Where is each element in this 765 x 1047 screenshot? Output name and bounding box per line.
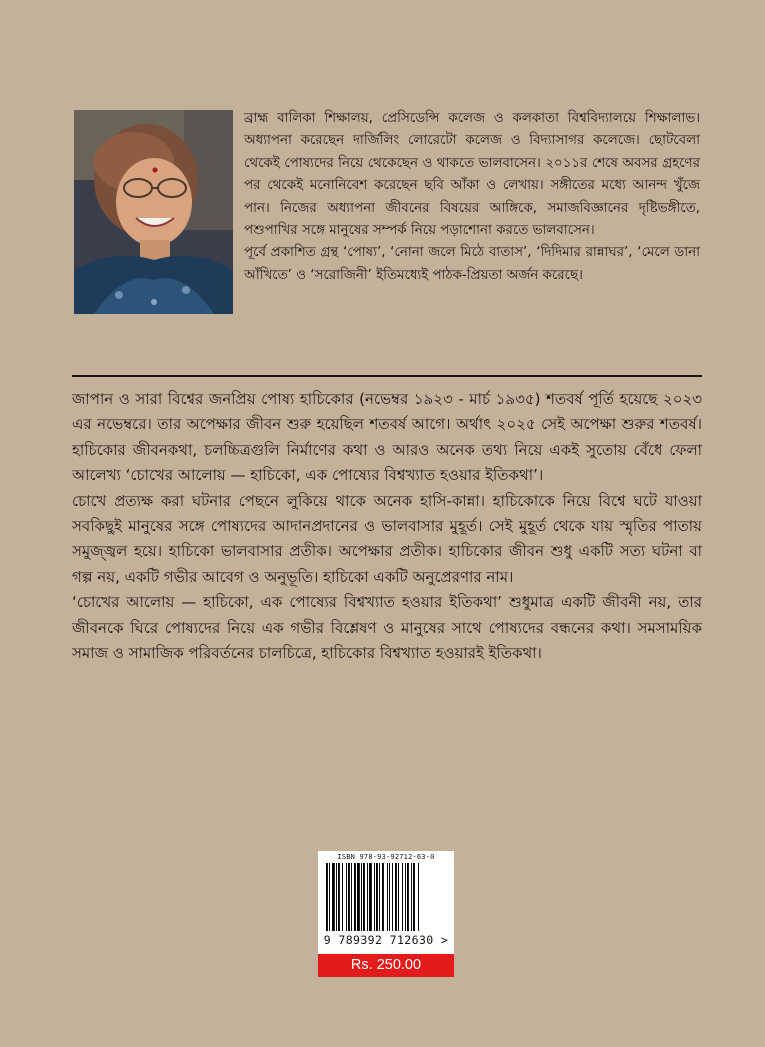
barcode-bar [326,863,328,931]
price-tag: Rs. 250.00 [318,954,454,977]
book-synopsis [72,387,702,666]
barcode-bar [338,863,340,931]
barcode-bar [369,863,372,931]
barcode-bar [342,863,343,931]
isbn-label: ISBN 978-93-92712-63-0 [337,853,435,861]
barcode-bar [405,863,406,931]
barcode-bars [324,863,448,933]
barcode-bar [361,863,362,931]
author-bio [244,108,700,287]
barcode-bar [411,863,412,931]
barcode-bar [329,863,330,931]
barcode-bar [413,863,415,931]
barcode-bar [346,863,347,931]
barcode-bar [402,863,403,931]
author-portrait-image [74,110,233,314]
barcode-bar [332,863,335,931]
barcode-bar [374,863,375,931]
barcode-bar [379,863,380,931]
barcode-bar [354,863,356,931]
barcode-bar [398,863,399,931]
barcode-bar [407,863,409,931]
ean-digits: 9 789392 712630 > [323,933,449,947]
barcode-bar [336,863,337,931]
barcode-bar [348,863,350,931]
bio-paragraph: ব্রাহ্ম বালিকা শিক্ষালয়, প্রেসিডেন্সি কলেজ ও কলকাতা বিশ্ববিদ্যালয়ে শিক্ষালাভ। অধ্যাপনা করেছেন দার্জিলিং লোরেটো কলেজ ও বিদ্যাসাগর কলেজে। ছোটবেলা থেকেই পোষ্যদের নিয়ে থেকেছেন ও থাকতে ভালবাসেন। ২০১১র শেষে অবসর গ্রহণের পর থেকেই মনোনিবেশ করেছেন ছবি আঁকা ও লেখায়। সঙ্গীতের মধ্যে আনন্দ খুঁজে পান। নিজের অধ্যাপনা জীবনের বিষয়ের আঙ্গিকে, সমাজবিজ্ঞানের দৃষ্টিভঙ্গীতে, পশুপাখির সঙ্গে মানুষের সম্পর্ক নিয়ে পড়াশোনা করতে ভালবাসেন। [244,111,700,239]
barcode-bar [387,863,388,931]
bio-paragraph: পূর্বে প্রকাশিত গ্রন্থ ‘পোষ্য’, ‘নোনা জলে মিঠে বাতাস’, ‘দিদিমার রান্নাঘর’, ‘মেলে ডানা আঁখিতে’ ও ‘সরোজিনী’ ইতিমধ্যেই পাঠক-প্রিয়তা অর্জন করেছে। [244,245,700,283]
barcode-bar [363,863,365,931]
isbn-barcode [318,851,454,977]
barcode-bar [418,863,419,931]
barcode-bar [357,863,360,931]
synopsis-paragraph: ‘চোখের আলোয় — হাচিকো, এক পোষ্যের বিশ্বখ্যাত হওয়ার ইতিকথা’ শুধুমাত্র একটি জীবনী নয়, তার জীবনকে ঘিরে পোষ্যদের নিয়ে এক গভীর বিশ্লেষণ ও মানুষের সাথে পোষ্যদের বন্ধনের কথা। সমসাময়িক সমাজ ও সামাজিক পরিবর্তনের চালচিত্রে, হাচিকোর বিশ্বখ্যাত হওয়ারই ইতিকথা। [72,593,702,663]
barcode-bar [389,863,390,931]
barcode-bar [351,863,352,931]
synopsis-paragraph: চোখে প্রত্যক্ষ করা ঘটনার পেছনে লুকিয়ে থাকে অনেক হাসি-কান্না। হাচিকোকে নিয়ে বিশ্বে ঘটে যাওয়া সবকিছুই মানুষের সঙ্গে পোষ্যদের আদানপ্রদানের ও ভালবাসার মুহূর্ত। সেই মুহূর্ত থেকে যায় স্মৃতির পাতায় সমুজ্জ্বল হয়ে। হাচিকো ভালবাসার প্রতীক। অপেক্ষার প্রতীক। হাচিকোর জীবন শুধু একটি সত্য ঘটনা বা গল্প নয়, একটি গভীর আবেগ ও অনুভূতি। হাচিকো একটি অনুপ্রেরণার নাম। [72,491,702,586]
author-photo [74,110,233,314]
barcode-bar [395,863,397,931]
barcode-bar [392,863,393,931]
barcode-bar [376,863,378,931]
divider [72,375,702,377]
barcode-bar [382,863,384,931]
barcode-bar [367,863,368,931]
synopsis-paragraph: জাপান ও সারা বিশ্বের জনপ্রিয় পোষ্য হাচিকোর (নভেম্বর ১৯২৩ - মার্চ ১৯৩৫) শতবর্ষ পূর্তি হয়েছে ২০২৩ এর নভেম্বরে। তার অপেক্ষার জীবন শুরু হয়েছিল শতবর্ষ আগে। অর্থাৎ ২০২৫ সেই অপেক্ষা শুরুর শতবর্ষ। হাচিকোর জীবনকথা, চলচ্চিত্রগুলি নির্মাণের কথা ও আরও অনেক তথ্য নিয়ে একই সুতোয় বেঁধে ফেলা আলেখ্য ‘চোখের আলোয় — হাচিকো, এক পোষ্যের বিশ্বখ্যাত হওয়ার ইতিকথা’। [72,390,702,485]
